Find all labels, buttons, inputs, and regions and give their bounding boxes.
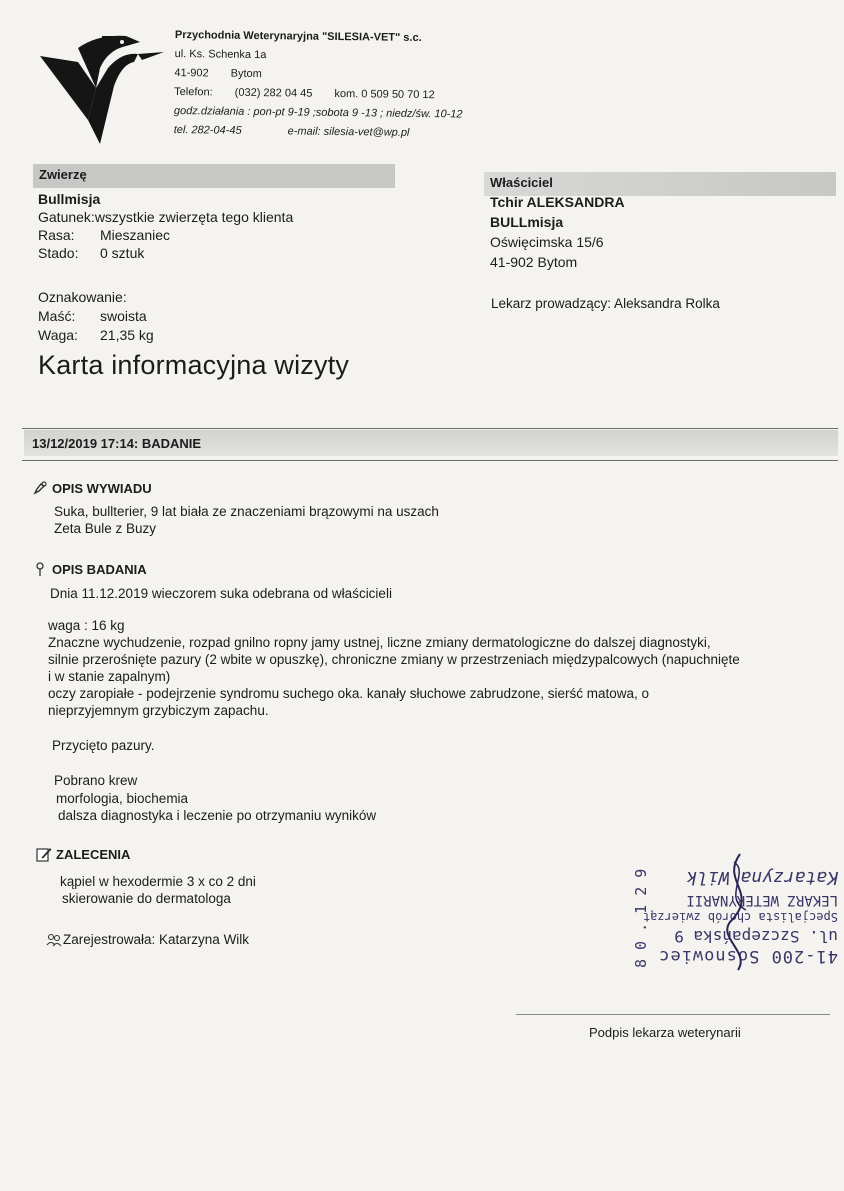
exam-line: Znaczne wychudzenie, rozpad gnilno ropny jamy ustnej, liczne zmiany dermatologiczne do dalszej diagnostyki,	[48, 635, 711, 650]
weight-row	[38, 326, 154, 345]
clinic-mobile: kom. 0 509 50 70 12	[334, 87, 435, 102]
registered-by: Zarejestrowała: Katarzyna Wilk	[63, 931, 250, 947]
stamp-line: Specjalista chorób zwierząt	[642, 910, 838, 924]
stamp-line: 8 0 . 1 2 9	[632, 868, 650, 968]
weight-value: 21,35 kg	[100, 327, 154, 343]
color-row	[38, 307, 154, 326]
exam-line: Przycięto pazury.	[52, 738, 155, 753]
clinic-phone: (032) 282 04 45	[234, 86, 313, 100]
attending-vet: Lekarz prowadzący: Aleksandra Rolka	[491, 296, 720, 311]
clinic-street: ul. Ks. Schenka 1a	[174, 47, 267, 62]
clinic-info	[174, 26, 464, 144]
animal-details	[38, 190, 293, 262]
vet-stamp	[614, 852, 844, 972]
breed-value: Mieszaniec	[100, 227, 171, 243]
exam-title: OPIS BADANIA	[52, 561, 147, 577]
pin-icon	[32, 561, 48, 577]
interview-line: Suka, bullterier, 9 lat biała ze znaczeniami brązowymi na uszach	[54, 504, 439, 519]
owner-details	[490, 192, 625, 272]
clinic-logo	[38, 28, 168, 150]
stamp-line: Katarzyna Wilk	[686, 867, 838, 888]
interview-icon	[32, 480, 48, 496]
exam-line: dalsza diagnostyka i leczenie po otrzymaniu wyników	[58, 808, 377, 823]
marking-label: Oznakowanie:	[38, 289, 127, 305]
stamp-line: ul. Szczepańska 9	[674, 927, 838, 946]
exam-line: Dnia 11.12.2019 wieczorem suka odebrana od właścicieli	[50, 586, 392, 601]
users-icon	[46, 931, 62, 947]
owner-city: 41-902 Bytom	[490, 254, 578, 270]
exam-line: waga : 16 kg	[48, 618, 125, 633]
clinic-tel: tel. 282-04-45	[173, 123, 242, 137]
breed-label: Rasa:	[38, 227, 75, 243]
exam-heading	[32, 561, 147, 577]
animal-section-header: Zwierzę	[33, 164, 395, 188]
signature-line	[516, 1014, 830, 1015]
recommendation-line: kąpiel w hexodermie 3 x co 2 dni	[60, 874, 256, 889]
animal-marks	[38, 288, 154, 345]
clinic-contact-row	[174, 121, 463, 144]
document-title: Karta informacyjna wizyty	[38, 350, 350, 380]
exam-line: silnie przerośnięte pazury (2 wbite w opuszkę), chroniczne zmiany w przestrzeniach międzypalcowych (napuchnięte	[48, 652, 740, 667]
color-label: Maść:	[38, 308, 76, 324]
weight-label: Waga:	[38, 327, 78, 343]
divider	[22, 428, 838, 429]
divider	[22, 460, 838, 461]
stamp-line: 41-200 Sosnowiec	[658, 946, 838, 966]
owner-address: Oświęcimska 15/6	[490, 234, 604, 250]
owner-name: Tchir ALEKSANDRA	[490, 194, 625, 210]
recommendation-line: skierowanie do dermatologa	[62, 891, 231, 906]
recommendations-title: ZALECENIA	[56, 846, 131, 862]
interview-title: OPIS WYWIADU	[52, 480, 152, 496]
exam-line: nieprzyjemnym grzybiczym zapachu.	[48, 703, 269, 718]
interview-heading	[32, 480, 152, 496]
exam-line: morfologia, biochemia	[56, 791, 189, 806]
registered-by-row	[46, 931, 249, 947]
herd-value: 0 sztuk	[100, 245, 145, 261]
interview-line: Zeta Bule z Buzy	[54, 521, 157, 536]
clinic-name: Przychodnia Weterynaryjna "SILESIA-VET" s.c.	[174, 28, 422, 45]
clinic-postcode: 41-902	[174, 66, 209, 80]
clinic-hours: godz.działania : pon-pt 9-19 ;sobota 9 -13 ; niedz/św. 10-12	[173, 104, 463, 121]
signature-scribble	[710, 852, 770, 972]
exam-line: i w stanie zapalnym)	[48, 669, 171, 684]
animal-breed-row	[38, 226, 293, 244]
owner-section-header: Właściciel	[484, 172, 836, 196]
animal-species: Gatunek:wszystkie zwierzęta tego klienta	[38, 209, 294, 225]
signature-label: Podpis lekarza weterynarii	[589, 1025, 741, 1040]
animal-name: Bullmisja	[38, 191, 101, 207]
stamp-line: LEKARZ WETERYNARII	[686, 892, 838, 908]
herd-label: Stado:	[38, 245, 79, 261]
exam-line: oczy zaropiałe - podejrzenie syndromu suchego oka. kanały słuchowe zabrudzone, sierść matowa, o	[48, 686, 650, 701]
clinic-city: Bytom	[230, 67, 262, 81]
recommendations-heading	[36, 846, 130, 862]
visit-header: 13/12/2019 17:14: BADANIE	[24, 430, 838, 456]
edit-icon	[36, 846, 52, 862]
clinic-phone-label: Telefon:	[174, 85, 213, 99]
animal-herd-row	[38, 244, 293, 262]
clinic-email: e-mail: silesia-vet@wp.pl	[287, 125, 410, 139]
exam-line: Pobrano krew	[54, 773, 138, 788]
color-value: swoista	[100, 308, 147, 324]
owner-name-line2: BULLmisja	[490, 214, 564, 230]
